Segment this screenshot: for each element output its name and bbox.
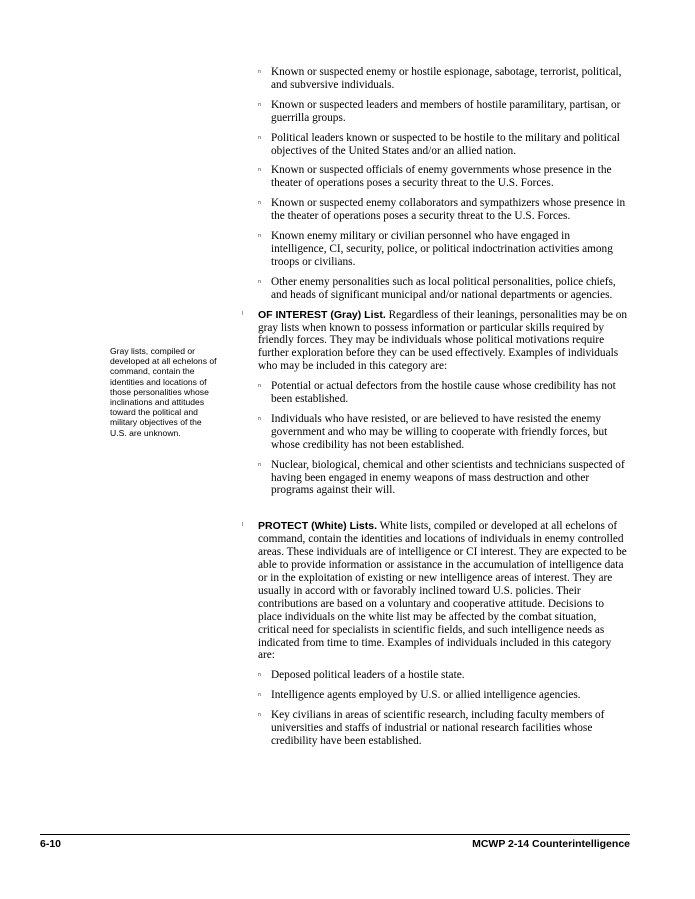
list-item: n Known or suspected leaders and members of hostile paramilitary, partisan, or guerrilla groups.	[258, 98, 621, 124]
gray-list-body: Regardless of their leanings, personalities may be on gray lists when known to possess information or particular skills required by friendly forces. They may be individuals whose political motivations require further exploration before they can be used effectively. Examples of individuals who may be included in this category are:	[258, 308, 628, 373]
gray-list-bullets	[258, 380, 628, 497]
bullet-marker: n	[258, 200, 262, 207]
list-item: n Known or suspected officials of enemy governments whose presence in the theater of operations poses a security threat to the U.S. Forces.	[258, 164, 612, 190]
bullet-marker: n	[258, 383, 262, 390]
bullet-marker: n	[258, 233, 262, 240]
bullet-marker: n	[258, 134, 262, 141]
gray-list-heading: OF INTEREST (Gray) List.	[258, 308, 386, 321]
white-list-section	[242, 520, 628, 748]
list-item: n Intelligence agents employed by U.S. or allied intelligence agencies.	[258, 689, 581, 702]
bullet-marker: n	[258, 692, 262, 699]
bullet-marker: n	[258, 712, 262, 719]
list-item: n Other enemy personalities such as local political personalities, police chiefs, and heads of significant municipal and/or national departments or agencies.	[258, 275, 616, 301]
white-list-paragraph	[258, 520, 628, 662]
bullet-marker: n	[258, 101, 262, 108]
list-item: n Individuals who have resisted, or are believed to have resisted the enemy government and who may be willing to cooperate with friendly forces, but whose credibility has not been established.	[258, 412, 608, 451]
white-list-heading: PROTECT (White) Lists.	[258, 520, 377, 533]
list-item: n Political leaders known or suspected to be hostile to the military and political objectives of the United States and/or an allied nation.	[258, 131, 620, 157]
section-marker: l	[242, 522, 244, 529]
gray-list-section	[242, 308, 628, 498]
bullet-marker: n	[258, 278, 262, 285]
gray-list-paragraph	[258, 309, 628, 374]
bullet-marker: n	[258, 69, 262, 75]
list-item: n Known or suspected enemy or hostile espionage, sabotage, terrorist, political, and subversive individuals.	[258, 66, 622, 91]
bullet-marker: n	[258, 461, 262, 468]
list-item: n Known or suspected enemy collaborators and sympathizers whose presence in the theater of operations poses a security threat to the U.S. Forces.	[258, 197, 626, 223]
white-list-bullets	[258, 669, 628, 748]
main-column	[242, 66, 628, 755]
list-item: n Nuclear, biological, chemical and other scientists and technicians suspected of having been engaged in enemy weapons of mass destruction and other programs against their will.	[258, 458, 625, 497]
margin-note: Gray lists, compiled or developed at all echelons of command, contain the identities and locations of those personalities whose inclinations and attitudes toward the political and military objectives of the U.S. are unknown.	[110, 346, 217, 438]
white-list-body: White lists, compiled or developed at all echelons of command, contain the identities and locations of individuals in enemy controlled areas. These individuals are of intelligence or CI interest. They are expected to be able to provide information or assistance in the accumulation of intelligence data or in the exploitation of existing or new intelligence areas of interest. They are usually in accord with or favorably inclined toward U.S. policies. Their contributions are based on a voluntary and cooperative attitude. Decisions to place individuals on the white list may be affected by the combat situation, critical need for specialists in scientific fields, and such intelligence needs as indicated from time to time. Examples of individuals included in this category are:	[258, 520, 627, 662]
bullet-marker: n	[258, 415, 262, 422]
bullet-marker: n	[258, 672, 262, 679]
list-item: n Known enemy military or civilian personnel who have engaged in intelligence, CI, security, police, or political indoctrination activities among troops or civilians.	[258, 230, 613, 268]
publication-title: MCWP 2-14 Counterintelligence	[472, 838, 630, 850]
bullet-marker: n	[258, 167, 262, 174]
top-bullet-list	[258, 66, 628, 302]
list-item: n Potential or actual defectors from the hostile cause whose credibility has not been established.	[258, 380, 616, 406]
list-item: n Deposed political leaders of a hostile state.	[258, 669, 465, 682]
list-item: n Key civilians in areas of scientific research, including faculty members of universities and staffs of industrial or national research facilities whose credibility have been established.	[258, 709, 605, 747]
page-number: 6-10	[40, 838, 62, 850]
footer-divider	[40, 834, 630, 835]
section-marker: l	[242, 310, 244, 317]
